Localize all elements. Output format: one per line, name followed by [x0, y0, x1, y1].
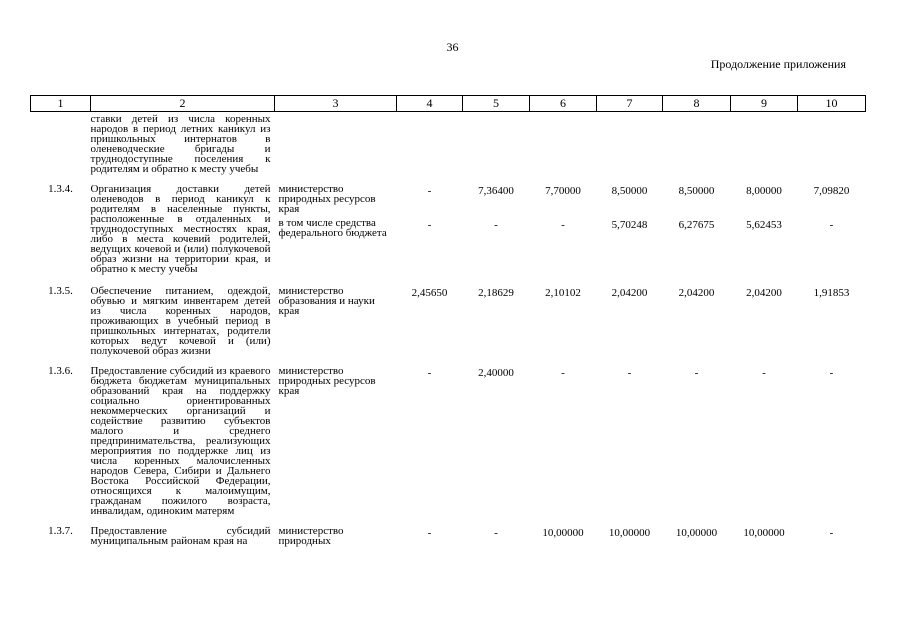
- executor: министерство образования и науки края: [278, 285, 375, 317]
- value-cell: -: [627, 367, 632, 379]
- value-cell: -: [762, 367, 766, 379]
- item-code: 1.3.5.: [48, 285, 73, 297]
- continuation-caption: Продолжение приложения: [710, 57, 846, 71]
- value-cell: [530, 112, 597, 181]
- value-cell: 2,45650: [411, 287, 448, 299]
- value-cell: 10,00000: [542, 527, 584, 539]
- header-row: [31, 96, 866, 112]
- value-cell: 6,27675: [678, 219, 715, 231]
- value-cell: 7,09820: [813, 185, 850, 197]
- value-cell: [663, 112, 731, 181]
- executor: министерство природных ресурсов края: [278, 183, 376, 215]
- item-code: [31, 112, 91, 181]
- header-cell: 2: [91, 96, 275, 112]
- table-row: [31, 362, 866, 522]
- value-cell: 8,00000: [746, 185, 782, 197]
- value-cell: [463, 112, 530, 181]
- value-cell: 2,40000: [478, 367, 514, 379]
- page-number: 36: [446, 40, 459, 54]
- table-row: [31, 180, 866, 218]
- value-cell: 10,00000: [608, 527, 651, 539]
- value-cell: 5,62453: [746, 219, 782, 231]
- value-cell: -: [427, 185, 432, 197]
- value-cell: [798, 112, 866, 181]
- value-cell: 7,70000: [545, 185, 581, 197]
- value-cell: -: [427, 219, 432, 231]
- item-name: Организация доставки детей оленеводов в период каникул к родителям в населенные пункты, расположенные в отдаленных и труднодоступных местностях края, либо в места кочевий родителей, ведущих кочевой и (или) полукочевой образ жизни на территории края, и обратно к месту учебы: [90, 183, 271, 275]
- header-cell: 8: [663, 96, 731, 112]
- value-cell: 10,00000: [675, 527, 718, 539]
- executor: министерство природных: [278, 525, 344, 547]
- header-cell: 4: [397, 96, 463, 112]
- value-cell: 8,50000: [678, 185, 715, 197]
- header-cell: 6: [530, 96, 597, 112]
- header-cell: 5: [463, 96, 530, 112]
- appendix-table: [30, 95, 866, 546]
- item-name: Предоставление субсидий из краевого бюджета бюджетам муниципальных образований края на поддержку социально ориентированных некоммерческих организаций и содействие развитию субъектов малого и среднего предпринимательства, реализующих мероприятия по поддержке лиц из числа коренных малочисленных народов Севера, Сибири и Дальнего Востока Российской Федерации, относящихся к малоимущим, гражданам пожилого возраста, инвалидам, одиноким матерям: [90, 365, 271, 517]
- value-cell: -: [829, 527, 834, 539]
- value-cell: 1,91853: [813, 287, 850, 299]
- value-cell: 2,10102: [545, 287, 581, 299]
- value-cell: -: [494, 527, 498, 539]
- header-cell: 9: [731, 96, 798, 112]
- value-cell: 2,18629: [478, 287, 514, 299]
- executor: в том числе средства федерального бюджета: [278, 217, 387, 239]
- item-name: ставки детей из числа коренных народов в период летних каникул из пришкольных интернатов в оленеводческие бригады и труднодоступные поселения к родителям и обратно к месту учебы: [90, 113, 271, 175]
- header-cell: 3: [275, 96, 397, 112]
- value-cell: -: [427, 527, 432, 539]
- value-cell: 8,50000: [611, 185, 648, 197]
- value-cell: [397, 112, 463, 181]
- value-cell: [597, 112, 663, 181]
- value-cell: -: [427, 367, 432, 379]
- value-cell: -: [494, 219, 498, 231]
- value-cell: 2,04200: [611, 287, 648, 299]
- table-row: [31, 282, 866, 362]
- value-cell: 2,04200: [678, 287, 715, 299]
- item-name: Предоставление субсидий муниципальным районам края на: [90, 525, 271, 547]
- item-code: 1.3.6.: [48, 365, 73, 377]
- executor: министерство природных ресурсов края: [278, 365, 376, 397]
- table-row: [31, 522, 866, 546]
- item-name: Обеспечение питанием, одеждой, обувью и мягким инвентарем детей из числа коренных народов, проживающих в учебный период в пришкольных интернатах, родители которых ведут кочевой и (или) полукочевой образ жизни: [90, 285, 271, 357]
- value-cell: 2,04200: [746, 287, 782, 299]
- executor: [275, 112, 397, 181]
- value-cell: 7,36400: [478, 185, 514, 197]
- value-cell: -: [561, 219, 565, 231]
- value-cell: 10,00000: [743, 527, 785, 539]
- value-cell: 5,70248: [611, 219, 648, 231]
- item-code: 1.3.4.: [48, 183, 73, 195]
- value-cell: -: [829, 367, 834, 379]
- item-code: 1.3.7.: [48, 525, 73, 537]
- header-cell: 1: [31, 96, 91, 112]
- table-row: [31, 112, 866, 181]
- value-cell: -: [561, 367, 565, 379]
- value-cell: [731, 112, 798, 181]
- value-cell: -: [694, 367, 699, 379]
- header-cell: 7: [597, 96, 663, 112]
- header-cell: 10: [798, 96, 866, 112]
- value-cell: -: [829, 219, 834, 231]
